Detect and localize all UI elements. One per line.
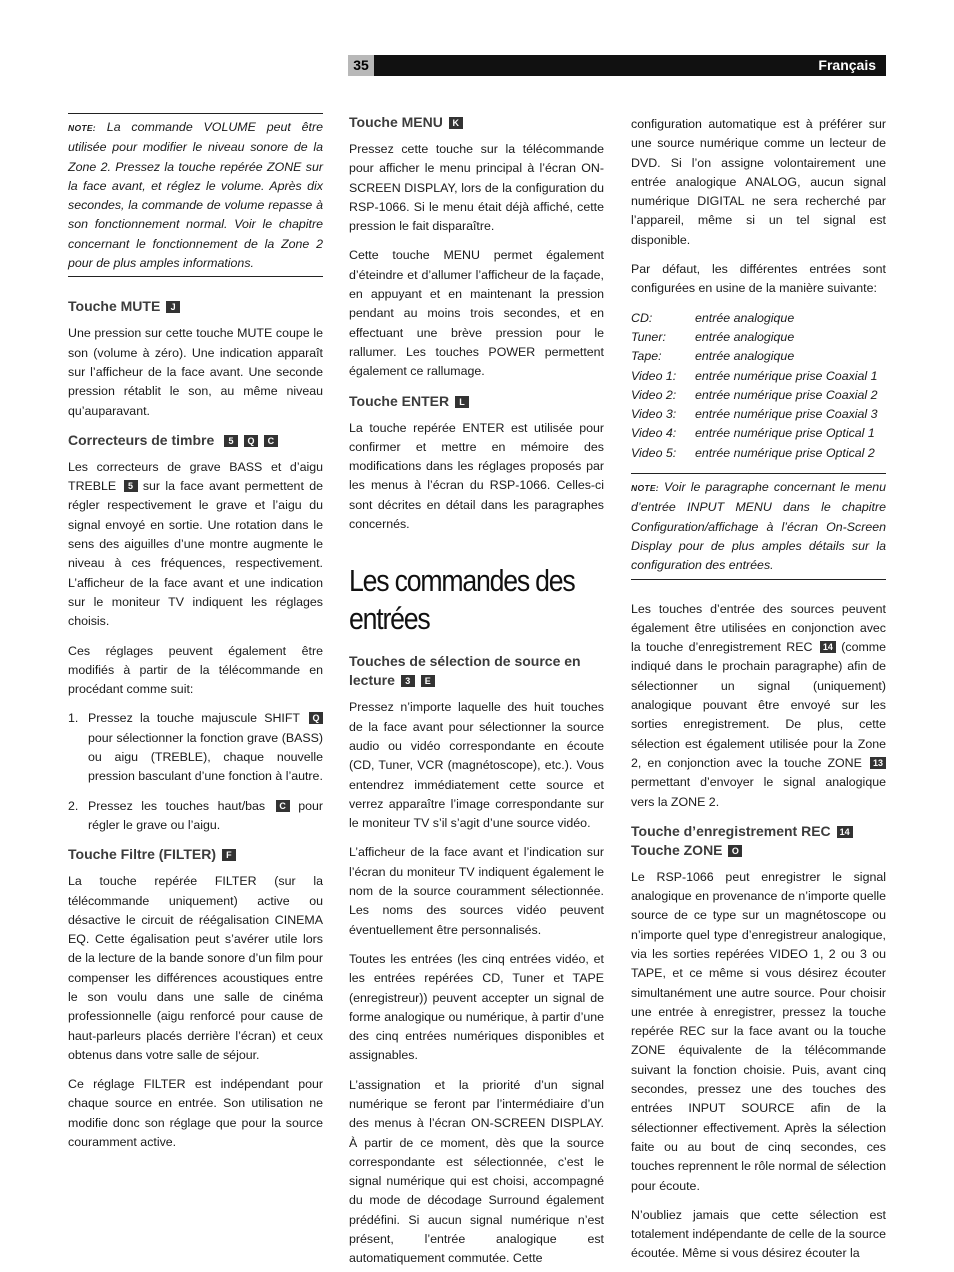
page-number: 35 bbox=[348, 55, 374, 76]
list-item: 1. Pressez la touche majuscule SHIFT Q pour sélectionner la fonction grave (BASS) ou aigu (TREBLE), chaque nouvelle pression basculant d’une fonction à l’autre. bbox=[68, 711, 323, 784]
note-text: NOTE: Voir le paragraphe concernant le menu d’entrée INPUT MENU dans le chapitre Configuration/affichage à l’écran On-Screen Display pour de plus amples détails sur la configuration des entrées. bbox=[631, 480, 886, 573]
key-badge: 3 bbox=[401, 675, 415, 687]
column-3 bbox=[631, 115, 886, 1272]
section-title: Les commandes des entrées bbox=[349, 563, 575, 637]
paragraph: Le RSP-1066 peut enregistrer le signal analogique en provenance de n’importe quelle source de ce type sur un magnétoscope ou n’importe quel type d’enregistreur analogique, via les sorties repérées VIDEO 1, 2 ou 3 ou TAPE, et ce même si vous désirez écouter simultanément une autre source. Pour choisir une entrée à enregistrer, pressez la touche repérée REC sur la face avant ou la touche ZONE équivalente de la télécommande suivant la fonction choisie. Puis, avant cinq secondes, pressez une des touches des entrées INPUT SOURCE afin de la sélectionner effectivement. Après la sélection faite ou au bout de cinq secondes, ces touches reprennent le rôle normal de sélection pour écoute. bbox=[631, 869, 886, 1193]
list-item: Video 4: entrée numérique prise Optical 1 bbox=[631, 426, 875, 441]
note-box-volume bbox=[68, 113, 323, 277]
note-box-input-menu bbox=[631, 473, 886, 579]
paragraph: L’assignation et la priorité d’un signal numérique se feront par l’intermédiaire d’un des menus à l’écran ON-SCREEN DISPLAY. À partir de ce moment, dès que la source correspondante est sélectionnée, c’est le signal numérique qui est choisi, accompagné du mode de décodage Surround également prédéfini. Si aucun signal numérique n’est présent, l’entrée analogique est automatiquement commutée. Cette bbox=[349, 1077, 604, 1266]
key-badge: K bbox=[449, 117, 463, 129]
paragraph: L’afficheur de la face avant et l’indication sur l’écran du moniteur TV indiquent également le nom de la source couramment sélectionnée. Les noms des sources vidéo peuvent éventuellement être personnalisés. bbox=[349, 845, 604, 937]
paragraph: Les correcteurs de grave BASS et d’aigu TREBLE 5 sur la face avant permettent de régler respectivement le grave et l’aigu du signal envoyé en sortie. Une rotation dans le sens des aiguilles d’une montre augmente le niveau à ces fréquences, respectivement. L’afficheur de la face avant et une indication sur le moniteur TV indiquent les réglages choisis. bbox=[68, 459, 323, 629]
note-label: NOTE: bbox=[68, 123, 96, 133]
key-badge: 14 bbox=[837, 826, 853, 838]
key-badge: L bbox=[455, 396, 469, 408]
heading-mute: Touche MUTE J bbox=[68, 297, 323, 316]
heading-enter: Touche ENTER L bbox=[349, 392, 604, 411]
heading-tone-controls: Correcteurs de timbre 5 Q C bbox=[68, 431, 323, 450]
paragraph: Ce réglage FILTER est indépendant pour chaque source en entrée. Son utilisation ne modifie donc son réglage que pour la source couramment active. bbox=[68, 1077, 323, 1150]
heading-source-select: Touches de sélection de source en lecture 3 E bbox=[349, 653, 581, 689]
list-item: Tape: entrée analogique bbox=[631, 349, 795, 364]
default-inputs-list bbox=[631, 309, 886, 463]
list-item: Video 1: entrée numérique prise Coaxial 1 bbox=[631, 368, 878, 383]
key-badge: 13 bbox=[870, 757, 886, 769]
note-label: NOTE: bbox=[631, 483, 659, 494]
paragraph: N’oubliez jamais que cette sélection est totalement indépendante de celle de la source écoutée. Même si vous désirez écouter la bbox=[631, 1207, 886, 1261]
heading-rec-zone: Touche d’enregistrement REC 14 Touche ZONE O bbox=[631, 822, 886, 860]
paragraph: Ces réglages peuvent également être modifiés à partir de la télécommande en procédant comme suit: bbox=[68, 643, 323, 697]
paragraph: Toutes les entrées (les cinq entrées vidéo, et les entrées repérées CD, Tuner et TAPE (enregistreur)) peuvent accepter un signal de forme analogique ou numérique, à partir d’une des cinq entrées numériques disponibles et assignables. bbox=[349, 951, 604, 1063]
list-item: 2. Pressez les touches haut/bas C pour régler le grave ou l’aigu. bbox=[68, 798, 323, 832]
note-text: NOTE: La commande VOLUME peut être utilisée pour modifier le niveau sonore de la Zone 2. Pressez la touche repérée ZONE sur la face avant, et réglez le volume. Après dix secondes, la commande de volume repasse à son fonctionnement normal. Voir le chapitre concernant le fonctionnement de la Zone 2 pour de plus amples informations. bbox=[68, 120, 323, 271]
paragraph: Cette touche MENU permet également d’éteindre et d’allumer l’afficheur de la façade, en appuyant et en maintenant la pression pendant au moins trois secondes, et en effectuant une brève pression pour le rallumer. Les touches POWER permettent également ce rallumage. bbox=[349, 248, 604, 379]
heading-menu: Touche MENU K bbox=[349, 113, 604, 132]
paragraph: Les touches d’entrée des sources peuvent également être utilisées en conjonction avec la touche d’enregistrement REC 14 (comme indiqué dans le prochain paragraphe) afin de sélectionner un signal (uniquement) analogique pouvant être envoyé sur les sorties enregistrement. De plus, cette sélection est également utilisée pour la Zone 2, en conjonction avec la touche ZONE 13 permettant d’envoyer le signal analogique vers la ZONE 2. bbox=[631, 601, 886, 809]
header-bar bbox=[348, 55, 886, 76]
paragraph: La touche repérée FILTER (sur la télécommande uniquement) active ou désactive le circuit de réégalisation CINEMA EQ. Cette égalisation peut s’avérer utile lors de la lecture de la bande sonore d’un film pour compenser les différences acoustiques entre le son voulu dans une salle de cinéma professionnelle (aigu renforcé pour cause de haut-parleurs placés derrière l’écran) et ceux obtenus dans votre salle de séjour. bbox=[68, 874, 323, 1062]
paragraph: Par défaut, les différentes entrées sont configurées en usine de la manière suivante: bbox=[631, 262, 886, 296]
key-badge: Q bbox=[244, 435, 258, 447]
paragraph: La touche repérée ENTER est utilisée pour confirmer et mettre en mémoire des modifications dans les réglages proposés par les menus à l’écran du RSP-1066. Celles-ci sont décrites en détail dans les paragraphes concernés. bbox=[349, 420, 604, 532]
paragraph: Pressez n’importe laquelle des huit touches de la face avant pour sélectionner la source audio ou vidéo correspondante en écoute (CD, Tuner, VCR (magnétoscope), etc.). Vous entendrez immédiatement cette source et verrez apparaître l’image correspondante sur le moniteur TV s’il s’agit d’une source vidéo. bbox=[349, 700, 604, 831]
list-item: Tuner: entrée analogique bbox=[631, 329, 795, 344]
key-badge: C bbox=[264, 435, 278, 447]
key-badge: O bbox=[728, 845, 742, 857]
paragraph: configuration automatique est à préférer sur une source numérique comme un lecteur de DVD. Si l’on assigne volontairement une entrée analogique ANALOG, aucun signal numérique DIGITAL ne sera recherché par l’appareil, même si un tel signal est disponible. bbox=[631, 117, 886, 247]
key-badge: J bbox=[166, 301, 180, 313]
key-badge: Q bbox=[309, 712, 323, 724]
paragraph: Une pression sur cette touche MUTE coupe le son (volume à zéro). Une indication apparaît sur l’afficheur de la face avant. Une seconde pression rétablit le son, au même niveau qu’auparavant. bbox=[68, 326, 323, 418]
key-badge: E bbox=[421, 675, 435, 687]
key-badge: 5 bbox=[224, 435, 238, 447]
key-badge: F bbox=[222, 849, 236, 861]
column-1 bbox=[68, 113, 323, 1162]
list-item: Video 2: entrée numérique prise Coaxial 2 bbox=[631, 387, 878, 402]
paragraph: Pressez cette touche sur la télécommande pour afficher le menu principal à l’écran ON-SCREEN DISPLAY, lors de la configuration du RSP-1066. Si le menu était déjà affiché, cette pression le fait disparaître. bbox=[349, 142, 604, 234]
column-2 bbox=[349, 113, 604, 1272]
list-item: CD: entrée analogique bbox=[631, 310, 795, 325]
language-label: Français bbox=[818, 57, 876, 73]
key-badge: 14 bbox=[820, 641, 836, 653]
heading-filter: Touche Filtre (FILTER) F bbox=[68, 845, 323, 864]
list-item: Video 3: entrée numérique prise Coaxial 3 bbox=[631, 407, 878, 422]
key-badge: 5 bbox=[124, 480, 138, 492]
list-item: Video 5: entrée numérique prise Optical 2 bbox=[631, 445, 875, 460]
steps-list bbox=[68, 709, 323, 835]
key-badge: C bbox=[276, 800, 290, 812]
